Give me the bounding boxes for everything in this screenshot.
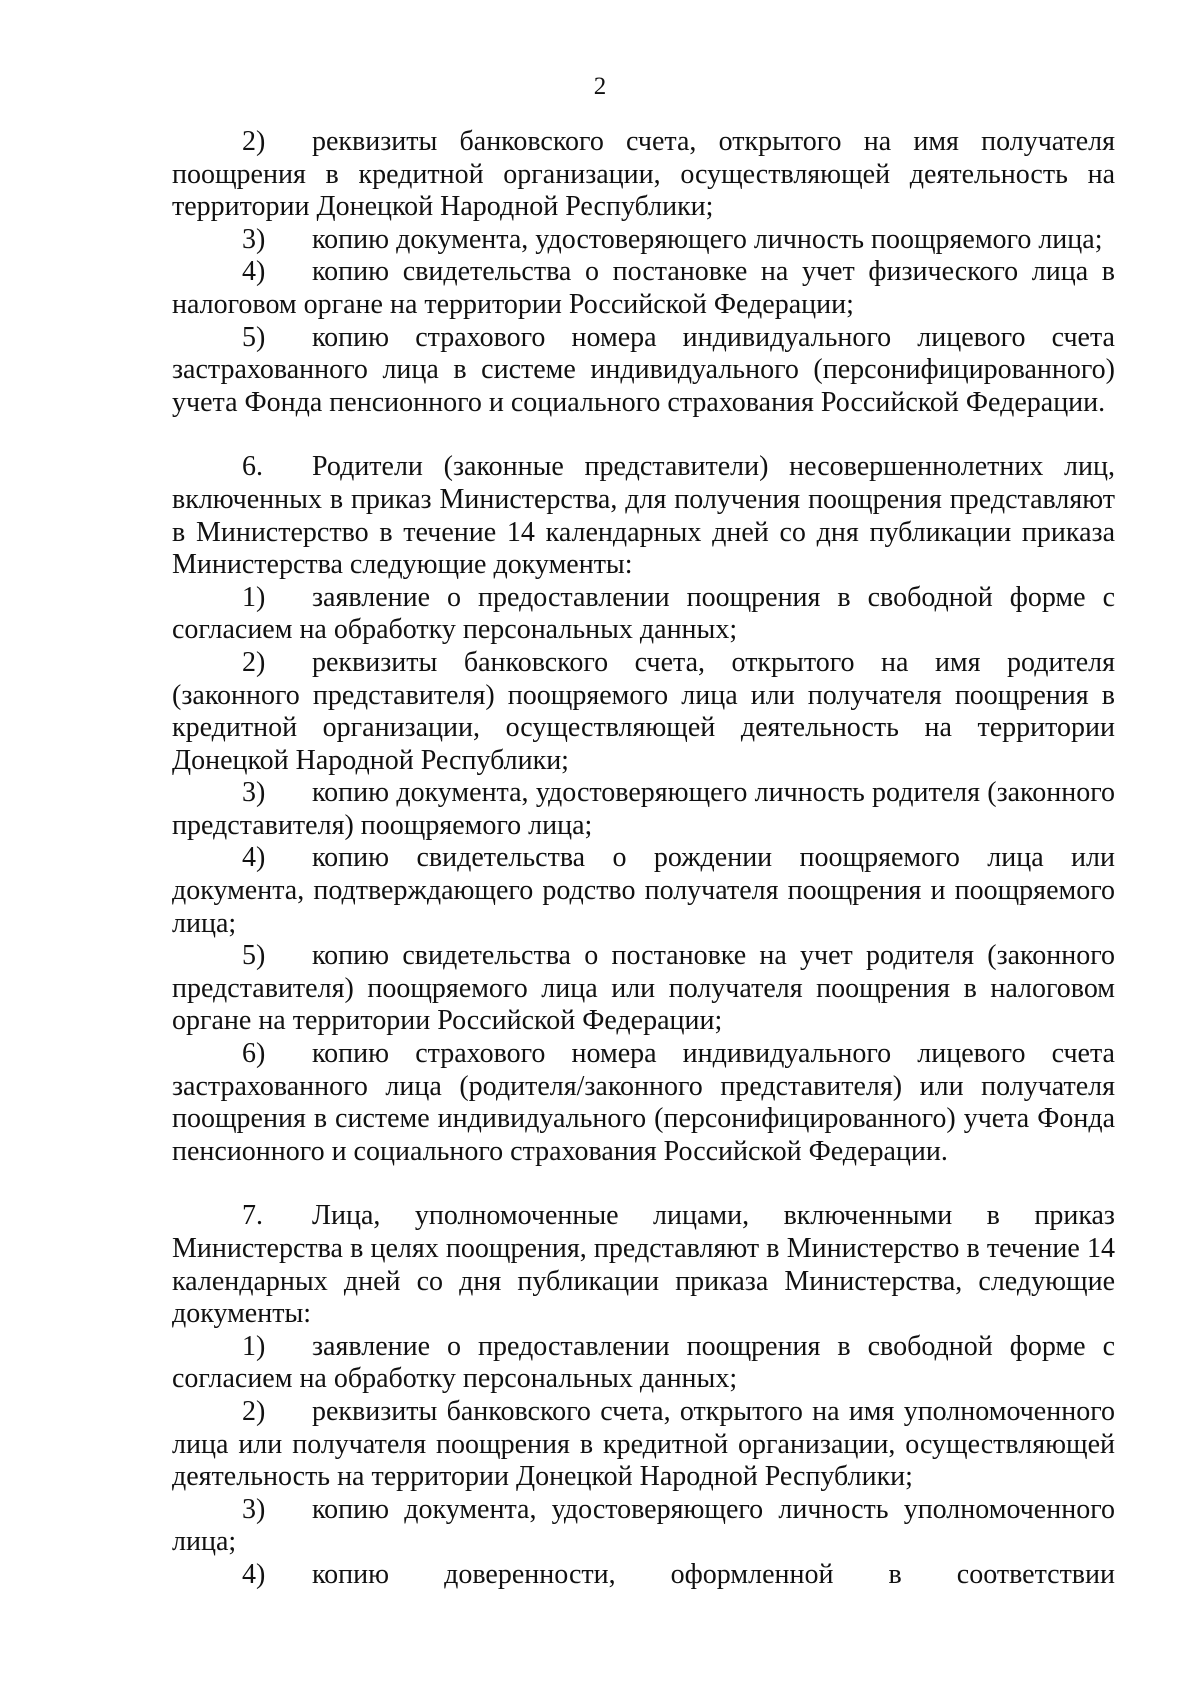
item-text: копию документа, удостоверяющего личность родителя (законного представителя) поощряемого лица; [172, 777, 1115, 841]
item-text: копию страхового номера индивидуального лицевого счета застрахованного лица в системе индивидуального (персонифицированного) учета Фонда пенсионного и социального страхования Российской Федерации. [172, 321, 1115, 418]
item-text: заявление о предоставлении поощрения в свободной форме с согласием на обработку персональных данных; [172, 1330, 1115, 1395]
item-text: копию документа, удостоверяющего личность поощряемого лица; [312, 223, 1103, 255]
item-text: копию свидетельства о рождении поощряемого лица или документа, подтверждающего родство получателя поощрения и поощряемого лица; [172, 842, 1115, 939]
list-item [172, 582, 1115, 647]
section-6-intro [172, 451, 1115, 581]
item-number: 2) [242, 1395, 266, 1427]
item-number: 2) [242, 646, 266, 678]
section-text: Родители (законные представители) несовершеннолетних лиц, включенных в приказ Министерства, для получения поощрения представляют в Министерство в течение 14 календарных дней со дня публикации приказа Министерства следующие документы: [172, 451, 1115, 581]
item-text: реквизиты банковского счета, открытого на имя родителя (законного представителя) поощряемого лица или получателя поощрения в кредитной организации, осуществляющей деятельность на территории Донецкой Народной Республики; [172, 646, 1115, 776]
list-item [172, 1038, 1115, 1168]
item-number: 1) [242, 581, 266, 613]
item-text: копию страхового номера индивидуального лицевого счета застрахованного лица (родителя/законного представителя) или получателя поощрения в системе индивидуального (персонифицированного) учета Фонда пенсионного и социального страхования Российской Федерации. [172, 1038, 1115, 1167]
item-text: реквизиты банковского счета, открытого на имя получателя поощрения в кредитной организации, осуществляющей деятельность на территории Донецкой Народной Республики; [172, 126, 1115, 223]
list-item [172, 224, 1115, 257]
list-item [172, 777, 1115, 842]
item-number: 3) [242, 1493, 266, 1525]
item-number: 1) [242, 1330, 266, 1362]
item-number: 4) [242, 842, 266, 874]
list-item [172, 1559, 1115, 1592]
item-number: 4) [242, 256, 266, 288]
section-7 [172, 1200, 1115, 1591]
item-text: копию доверенности, оформленной в соответствии [312, 1558, 1115, 1590]
section-6 [172, 451, 1115, 1168]
list-item [172, 1396, 1115, 1494]
list-item [172, 126, 1115, 224]
section-5-list [172, 126, 1115, 419]
item-number: 6) [242, 1038, 266, 1070]
paragraph-gap [172, 419, 1115, 451]
section-text: Лица, уполномоченные лицами, включенными в приказ Министерства в целях поощрения, представляют в Министерство в течение 14 календарных дней со дня публикации приказа Министерства, следующие документы: [172, 1200, 1115, 1330]
paragraph-gap [172, 1168, 1115, 1200]
section-number: 6. [242, 451, 263, 483]
item-number: 5) [242, 321, 266, 353]
item-text: копию свидетельства о постановке на учет физического лица в налоговом органе на территории Российской Федерации; [172, 256, 1115, 320]
item-text: заявление о предоставлении поощрения в свободной форме с согласием на обработку персональных данных; [172, 581, 1115, 646]
list-item [172, 256, 1115, 321]
item-number: 3) [242, 223, 266, 255]
list-item [172, 1494, 1115, 1559]
list-item [172, 1331, 1115, 1396]
list-item [172, 647, 1115, 777]
item-text: копию свидетельства о постановке на учет родителя (законного представителя) поощряемого лица или получателя поощрения в налоговом органе на территории Российской Федерации; [172, 940, 1115, 1037]
item-number: 2) [242, 126, 266, 157]
section-7-intro [172, 1200, 1115, 1330]
document-body [172, 126, 1115, 1592]
item-number: 3) [242, 777, 266, 809]
item-text: реквизиты банковского счета, открытого на имя уполномоченного лица или получателя поощрения в кредитной организации, осуществляющей деятельность на территории Донецкой Народной Республики; [172, 1395, 1115, 1493]
list-item [172, 842, 1115, 940]
list-item [172, 322, 1115, 420]
section-number: 7. [242, 1200, 263, 1232]
list-item [172, 940, 1115, 1038]
item-number: 5) [242, 940, 266, 972]
page-number: 2 [593, 73, 607, 100]
item-number: 4) [242, 1558, 266, 1590]
item-text: копию документа, удостоверяющего личность уполномоченного лица; [172, 1493, 1115, 1558]
